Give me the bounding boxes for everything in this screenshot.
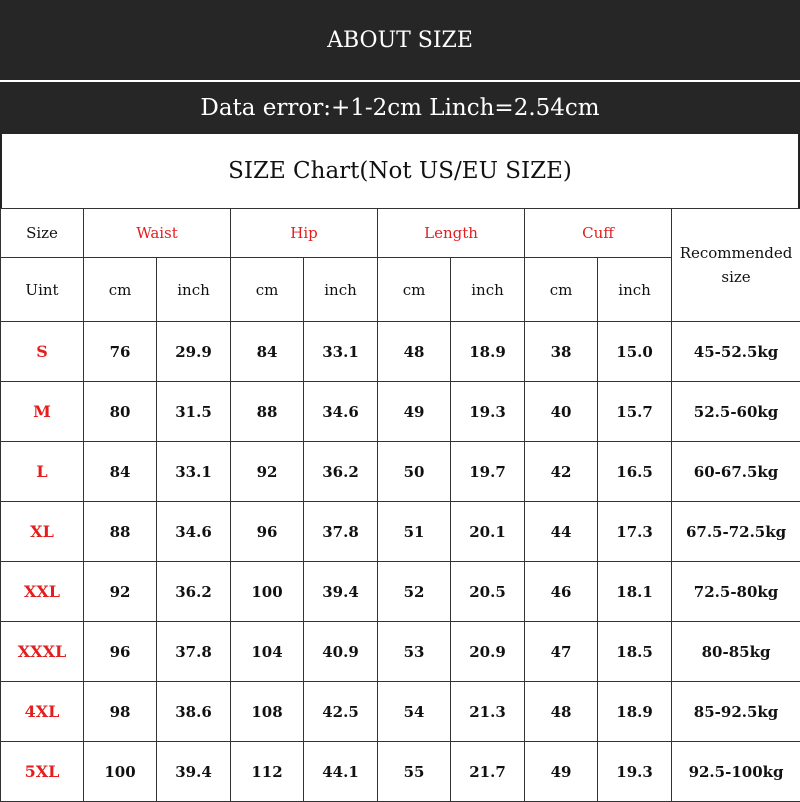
length-cm-header: cm [378,258,451,322]
hip-inch-cell: 42.5 [304,682,378,742]
table-row [1,682,800,742]
cuff-cm-cell: 42 [525,442,598,502]
cuff-cm-cell: 49 [525,742,598,802]
waist-cm-cell: 84 [84,442,157,502]
length-inch-cell: 20.5 [451,562,525,622]
length-header: Length [378,209,525,258]
hip-inch-cell: 36.2 [304,442,378,502]
size-cell: M [1,382,84,442]
hip-cm-cell: 88 [231,382,304,442]
size-cell: 5XL [1,742,84,802]
cuff-inch-cell: 18.1 [598,562,672,622]
length-inch-cell: 20.1 [451,502,525,562]
hip-inch-cell: 39.4 [304,562,378,622]
waist-cm-cell: 76 [84,322,157,382]
table-row [1,562,800,622]
table-row [1,502,800,562]
recommended-cell: 80-85kg [672,622,800,682]
recommended-cell: 67.5-72.5kg [672,502,800,562]
waist-inch-cell: 29.9 [157,322,231,382]
length-cm-cell: 49 [378,382,451,442]
waist-cm-cell: 80 [84,382,157,442]
length-inch-cell: 20.9 [451,622,525,682]
cuff-cm-cell: 47 [525,622,598,682]
size-cell: S [1,322,84,382]
waist-cm-cell: 88 [84,502,157,562]
cuff-inch-cell: 16.5 [598,442,672,502]
waist-inch-header: inch [157,258,231,322]
waist-inch-cell: 39.4 [157,742,231,802]
length-cm-cell: 48 [378,322,451,382]
cuff-inch-cell: 18.5 [598,622,672,682]
unit-header: Uint [1,258,84,322]
waist-inch-cell: 31.5 [157,382,231,442]
length-inch-cell: 21.7 [451,742,525,802]
recommended-cell: 85-92.5kg [672,682,800,742]
cuff-cm-cell: 38 [525,322,598,382]
hip-header: Hip [231,209,378,258]
hip-inch-cell: 40.9 [304,622,378,682]
waist-header: Waist [84,209,231,258]
length-cm-cell: 54 [378,682,451,742]
hip-inch-cell: 33.1 [304,322,378,382]
chart-title: SIZE Chart(Not US/EU SIZE) [0,134,800,208]
size-cell: 4XL [1,682,84,742]
waist-inch-cell: 33.1 [157,442,231,502]
hip-cm-cell: 112 [231,742,304,802]
hip-inch-cell: 34.6 [304,382,378,442]
recommended-cell: 92.5-100kg [672,742,800,802]
cuff-cm-cell: 44 [525,502,598,562]
length-cm-cell: 50 [378,442,451,502]
header-row-measures [1,209,800,258]
hip-cm-cell: 92 [231,442,304,502]
hip-inch-cell: 37.8 [304,502,378,562]
table-row [1,322,800,382]
cuff-cm-cell: 40 [525,382,598,442]
waist-cm-header: cm [84,258,157,322]
recommended-size-header: Recommended size [672,209,800,322]
waist-cm-cell: 92 [84,562,157,622]
length-inch-header: inch [451,258,525,322]
recommended-cell: 52.5-60kg [672,382,800,442]
hip-cm-cell: 108 [231,682,304,742]
size-header: Size [1,209,84,258]
length-inch-cell: 21.3 [451,682,525,742]
waist-cm-cell: 100 [84,742,157,802]
waist-cm-cell: 96 [84,622,157,682]
length-inch-cell: 18.9 [451,322,525,382]
hip-cm-cell: 104 [231,622,304,682]
cuff-cm-header: cm [525,258,598,322]
cuff-header: Cuff [525,209,672,258]
cuff-inch-header: inch [598,258,672,322]
hip-inch-header: inch [304,258,378,322]
hip-cm-cell: 84 [231,322,304,382]
table-row [1,622,800,682]
waist-inch-cell: 34.6 [157,502,231,562]
cuff-inch-cell: 19.3 [598,742,672,802]
recommended-cell: 45-52.5kg [672,322,800,382]
hip-cm-cell: 96 [231,502,304,562]
length-cm-cell: 55 [378,742,451,802]
cuff-inch-cell: 18.9 [598,682,672,742]
length-cm-cell: 52 [378,562,451,622]
table-row [1,382,800,442]
data-error-note: Data error:+1-2cm Linch=2.54cm [0,80,800,134]
cuff-inch-cell: 15.0 [598,322,672,382]
recommended-cell: 60-67.5kg [672,442,800,502]
waist-inch-cell: 37.8 [157,622,231,682]
cuff-inch-cell: 15.7 [598,382,672,442]
hip-cm-cell: 100 [231,562,304,622]
table-row [1,442,800,502]
length-cm-cell: 53 [378,622,451,682]
hip-inch-cell: 44.1 [304,742,378,802]
page-title: ABOUT SIZE [0,0,800,80]
waist-inch-cell: 38.6 [157,682,231,742]
size-cell: XXXL [1,622,84,682]
size-cell: L [1,442,84,502]
length-cm-cell: 51 [378,502,451,562]
cuff-cm-cell: 48 [525,682,598,742]
table-row [1,742,800,802]
waist-cm-cell: 98 [84,682,157,742]
hip-cm-header: cm [231,258,304,322]
size-cell: XXL [1,562,84,622]
size-cell: XL [1,502,84,562]
recommended-cell: 72.5-80kg [672,562,800,622]
cuff-cm-cell: 46 [525,562,598,622]
length-inch-cell: 19.3 [451,382,525,442]
length-inch-cell: 19.7 [451,442,525,502]
cuff-inch-cell: 17.3 [598,502,672,562]
size-table [0,208,800,802]
waist-inch-cell: 36.2 [157,562,231,622]
